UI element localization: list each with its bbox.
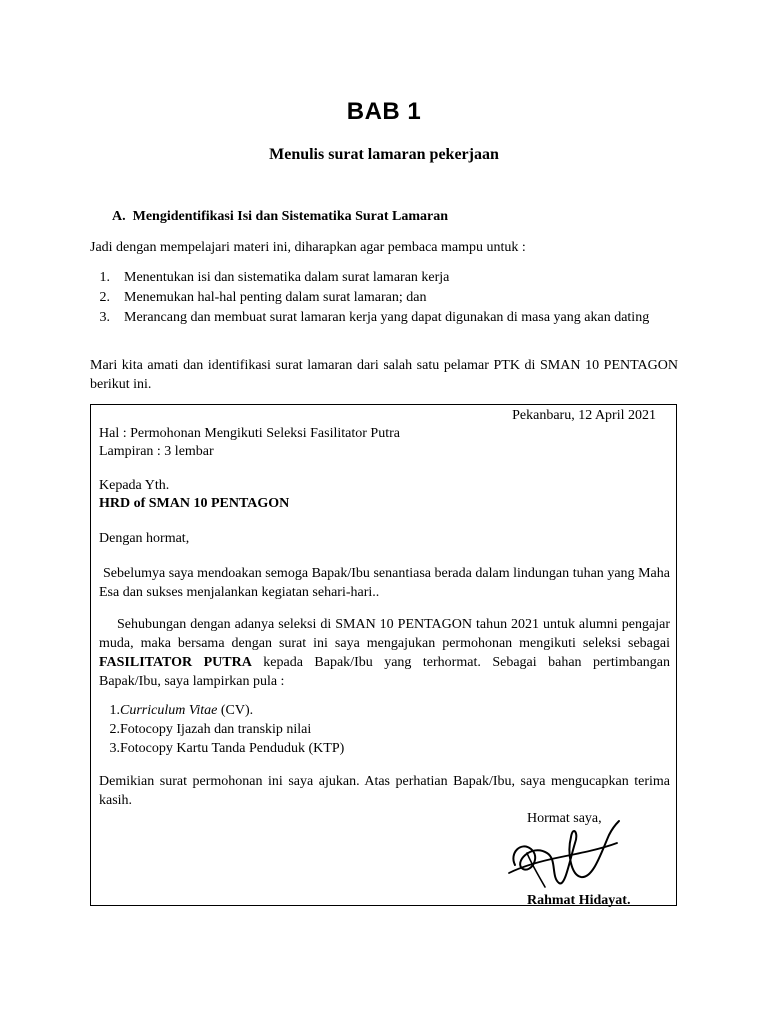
body-text-end: kepada Bapak/Ibu yang terhormat. Sebagai bahan pertimbangan Bapak/Ibu, saya lampirkan pula : [99,655,671,689]
letter-body-paragraph [99,615,670,691]
list-text-italic: Curriculum Vitae [120,703,218,718]
list-text: Fotocopy Kartu Tanda Penduduk (KTP) [120,741,345,756]
letter-subject: Hal : Permohonan Mengikuti Seleksi Fasilitator Putra [99,426,400,441]
list-number: 2. [99,290,110,305]
list-text: Menemukan hal-hal penting dalam surat lamaran; dan [124,290,427,305]
letter-addressee-label: Kepada Yth. [99,478,170,493]
letter-opening-paragraph: Sebelumya saya mendoakan semoga Bapak/Ibu senantiasa berada dalam lindungan tuhan yang Maha Esa dan sukses menjalankan kegiatan sehari-hari.. [99,566,670,600]
observation-paragraph: Mari kita amati dan identifikasi surat lamaran dari salah satu pelamar PTK di SMAN 10 PENTAGON berikut ini. [90,358,678,392]
list-number: 3. [109,741,120,756]
attachments-list [99,701,344,758]
list-item [99,720,344,739]
list-text: Merancang dan membuat surat lamaran kerja yang dapat digunakan di masa yang akan dating [124,310,650,325]
intro-text: Jadi dengan mempelajari materi ini, diharapkan agar pembaca mampu untuk : [90,240,526,255]
list-item [90,288,678,308]
list-item [90,308,678,328]
section-marker: A. [112,209,126,224]
list-number: 1. [109,703,120,718]
letter-salutation: Dengan hormat, [99,531,190,546]
section-title: Mengidentifikasi Isi dan Sistematika Surat Lamaran [132,209,449,224]
section-heading [112,209,448,225]
list-number: 3. [99,310,110,325]
letter-closing-paragraph: Demikian surat permohonan ini saya ajukan. Atas perhatian Bapak/Ibu, saya mengucapkan terima kasih. [99,774,670,808]
list-text: (CV). [217,703,254,718]
chapter-subtitle: Menulis surat lamaran pekerjaan [269,146,499,163]
letter-attachment-count: Lampiran : 3 lembar [99,444,214,459]
letter-recipient: HRD of SMAN 10 PENTAGON [99,496,290,511]
list-number: 2. [109,722,120,737]
letter-date: Pekanbaru, 12 April 2021 [512,408,656,423]
list-item [99,701,344,720]
list-text: Menentukan isi dan sistematika dalam surat lamaran kerja [124,270,450,285]
letter-signer-name: Rahmat Hidayat. [527,893,631,908]
objectives-list [90,268,678,328]
body-text-start: Sehubungan dengan adanya seleksi di SMAN 10 PENTAGON tahun 2021 untuk alumni pengajar muda, maka bersama dengan surat ini saya mengajukan permohonan mengikuti seleksi sebagai [99,617,670,651]
list-number: 1. [99,270,110,285]
sample-letter-box [90,404,677,906]
list-text: Fotocopy Ijazah dan transkip nilai [120,722,312,737]
position-name: FASILITATOR PUTRA [99,655,252,670]
list-item [99,739,344,758]
list-item [90,268,678,288]
signature-image [501,813,621,893]
letter-regards: Hormat saya, [527,811,602,826]
chapter-title: BAB 1 [346,98,422,125]
